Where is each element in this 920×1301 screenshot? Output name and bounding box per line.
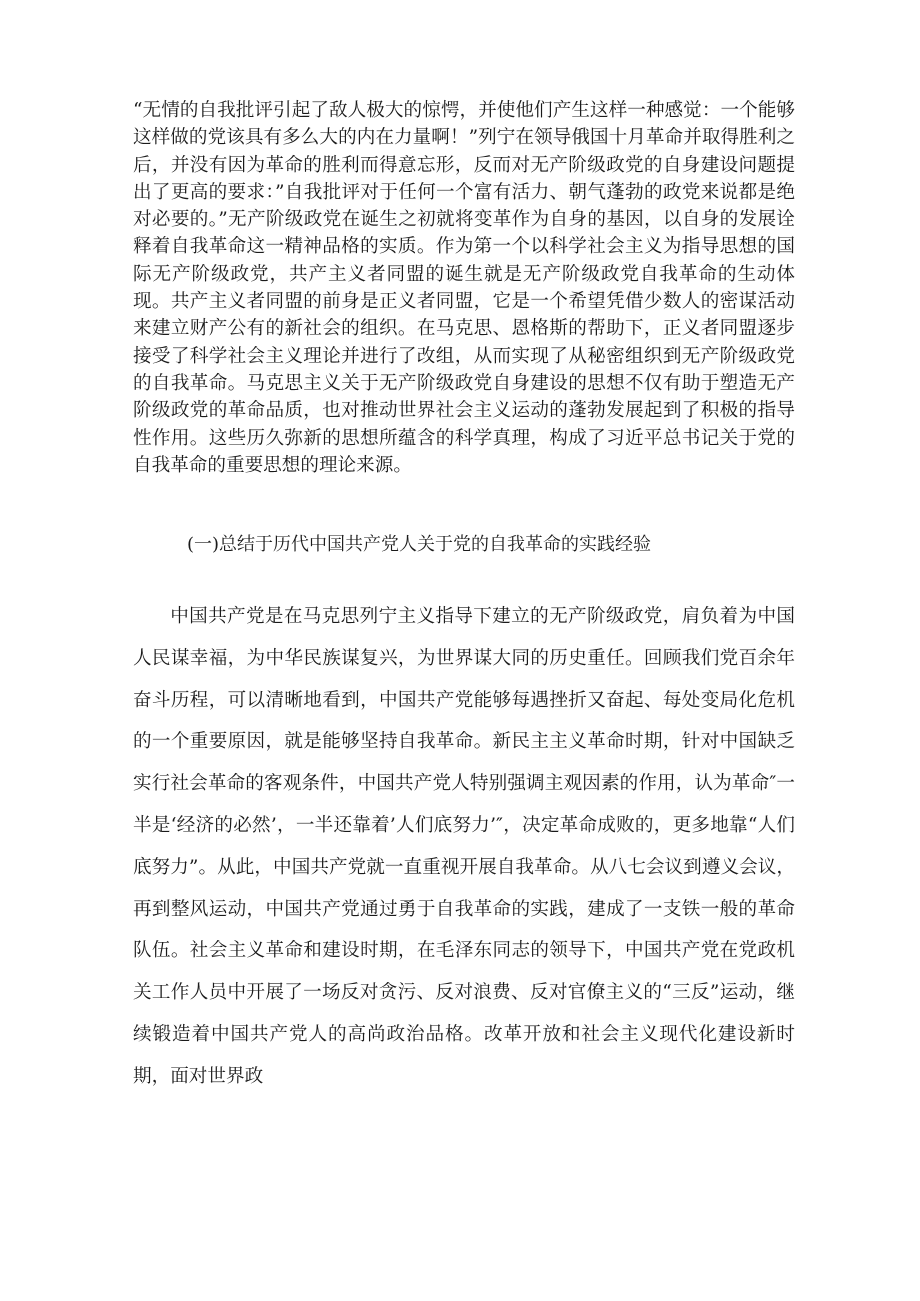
section-heading: (一)总结于历代中国共产党人关于党的自我革命的实践经验 [187,534,652,555]
body-paragraph: 中国共产党是在马克思列宁主义指导下建立的无产阶级政党，肩负着为中国人民谋幸福，为中华民族谋复兴，为世界谋大同的历史重任。回顾我们党百余年奋斗历程，可以清晰地看到，中国共产党能够每遇挫折又奋起、每处变局化危机的一个重要原因，就是能够坚持自我革命。新民主主义革命时期，针对中国缺乏实行社会革命的客观条件，中国共产党人特别强调主观因素的作用，认为革命″一半是‘经济的必然’，一半还靠着’人们底努力’″，决定革命成败的，更多地靠“人们底努力”。从此，中国共产党就一直重视开展自我革命。从八七会议到遵义会议，再到整风运动，中国共产党通过勇于自我革命的实践，建成了一支铁一般的革命队伍。社会主义革命和建设时期，在毛泽东同志的领导下，中国共产党在党政机关工作人员中开展了一场反对贪污、反对浪费、反对官僚主义的“三反”运动，继续锻造着中国共产党人的高尚政治品格。改革开放和社会主义现代化建设新时期，面对世界政 [133,606,795,1087]
body-paragraph: “无情的自我批评引起了敌人极大的惊愕，并使他们产生这样一种感觉：一个能够这样做的党该具有多么大的内在力量啊！”列宁在领导俄国十月革命并取得胜利之后，并没有因为革命的胜利而得意忘形，反而对无产阶级政党的自身建设问题提出了更高的要求：”自我批评对于任何一个富有活力、朝气蓬勃的政党来说都是绝对必要的。”无产阶级政党在诞生之初就将变革作为自身的基因，以自身的发展诠释着自我革命这一精神品格的实质。作为第一个以科学社会主义为指导思想的国际无产阶级政党，共产主义者同盟的诞生就是无产阶级政党自我革命的生动体现。共产主义者同盟的前身是正义者同盟，它是一个希望凭借少数人的密谋活动来建立财产公有的新社会的组织。在马克思、恩格斯的帮助下，正义者同盟逐步接受了科学社会主义理论并进行了改组，从而实现了从秘密组织到无产阶级政党的自我革命。马克思主义关于无产阶级政党自身建设的思想不仅有助于塑造无产阶级政党的革命品质，也对推动世界社会主义运动的蓬勃发展起到了积极的指导性作用。这些历久弥新的思想所蕴含的科学真理，构成了习近平总书记关于党的自我革命的重要思想的理论来源。 [133,100,795,476]
